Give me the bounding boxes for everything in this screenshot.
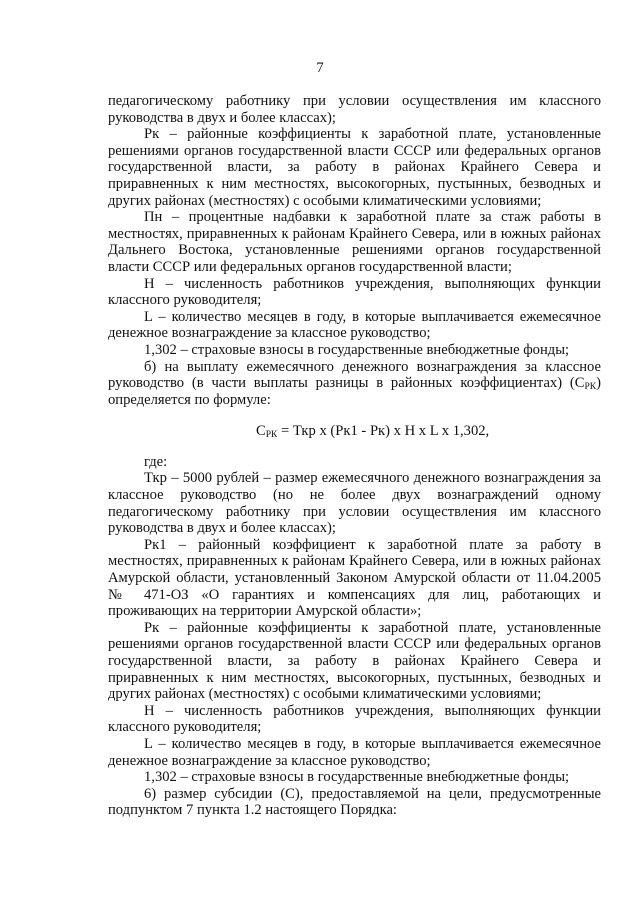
paragraph-rk1-definition: Рк1 – районный коэффициент к заработной плате за работу в местностях, приравненных к районам Крайнего Севера, или в южных районах Амурской области, установленный Законом Амурской области от 11.04.2005 № 471-ОЗ «О гарантиях и компенсациях для лиц, работающих и проживающих на территории Амурской области»; <box>108 536 601 620</box>
paragraph-insurance-definition: 1,302 – страховые взносы в государственные внебюджетные фонды; <box>144 341 570 358</box>
paragraph-continuation: педагогическому работнику при условии осуществления им классного руководства в двух и более классах); <box>108 93 601 126</box>
paragraph-tkr-definition: Ткр – 5000 рублей – размер ежемесячного денежного вознаграждения за классное руководство (но не более двух вознаграждений одному педагогическому работнику при условии осуществления им классного руководства в двух и более классах); <box>108 470 601 537</box>
paragraph-item-6: 6) размер субсидии (С), предоставляемой на цели, предусмотренные подпунктом 7 пункта 1.2 настоящего Порядка: <box>108 785 601 819</box>
item-b-subscript: РК <box>584 382 597 393</box>
paragraph-insurance-definition-2: 1,302 – страховые взносы в государственные внебюджетные фонды; <box>144 769 570 786</box>
paragraph-n-definition-2: Н – численность работников учреждения, выполняющих функции классного руководителя; <box>108 702 601 736</box>
item-b-text-end: ) определяется по формуле: <box>108 375 601 408</box>
paragraph-l-definition-2: L – количество месяцев в году, в которые выплачивается ежемесячное денежное вознаграждение за классное руководство; <box>108 735 601 769</box>
item-b-text-start: б) на выплату ежемесячного денежного вознаграждения за классное руководство (в части выплаты разницы в районных коэффициентах) (С <box>108 358 601 392</box>
page-number: 7 <box>316 60 324 76</box>
where-label: где: <box>144 453 168 470</box>
formula-lhs: С <box>256 423 266 440</box>
paragraph-rk-definition-2: Рк – районные коэффициенты к заработной плате, установленные решениями органов государственной власти СССР или федеральных органов государственной власти, за работу в районах Крайнего Севера и приравненных к ним местностях, высокогорных, пустынных, безводных и других районах (местностях) с особыми климатическими условиями; <box>108 619 601 703</box>
paragraph-rk-definition: Рк – районные коэффициенты к заработной плате, установленные решениями органов государственной власти СССР или федеральных органов государственной власти, за работу в районах Крайнего Севера и приравненных к ним местностях, высокогорных, пустынных, безводных и других районах (местностях) с особыми климатическими условиями; <box>108 126 601 209</box>
paragraph-n-definition: Н – численность работников учреждения, выполняющих функции классного руководителя; <box>108 275 601 309</box>
paragraph-l-definition: L – количество месяцев в году, в которые выплачивается ежемесячное денежное вознаграждение за классное руководство; <box>108 308 601 342</box>
paragraph-item-b <box>108 359 601 409</box>
formula-lhs-subscript: РК <box>265 430 278 441</box>
document-body <box>108 93 601 819</box>
paragraph-pn-definition: Пн – процентные надбавки к заработной плате за стаж работы в местностях, приравненных к районам Крайнего Севера, или в южных районах Дальнего Востока, установленные решениями органов государственной власти СССР или федеральных органов государственной власти; <box>108 209 601 275</box>
formula <box>108 423 601 440</box>
formula-rhs: = Ткр х (Рк1 - Рк) х Н х L х 1,302, <box>277 423 490 440</box>
